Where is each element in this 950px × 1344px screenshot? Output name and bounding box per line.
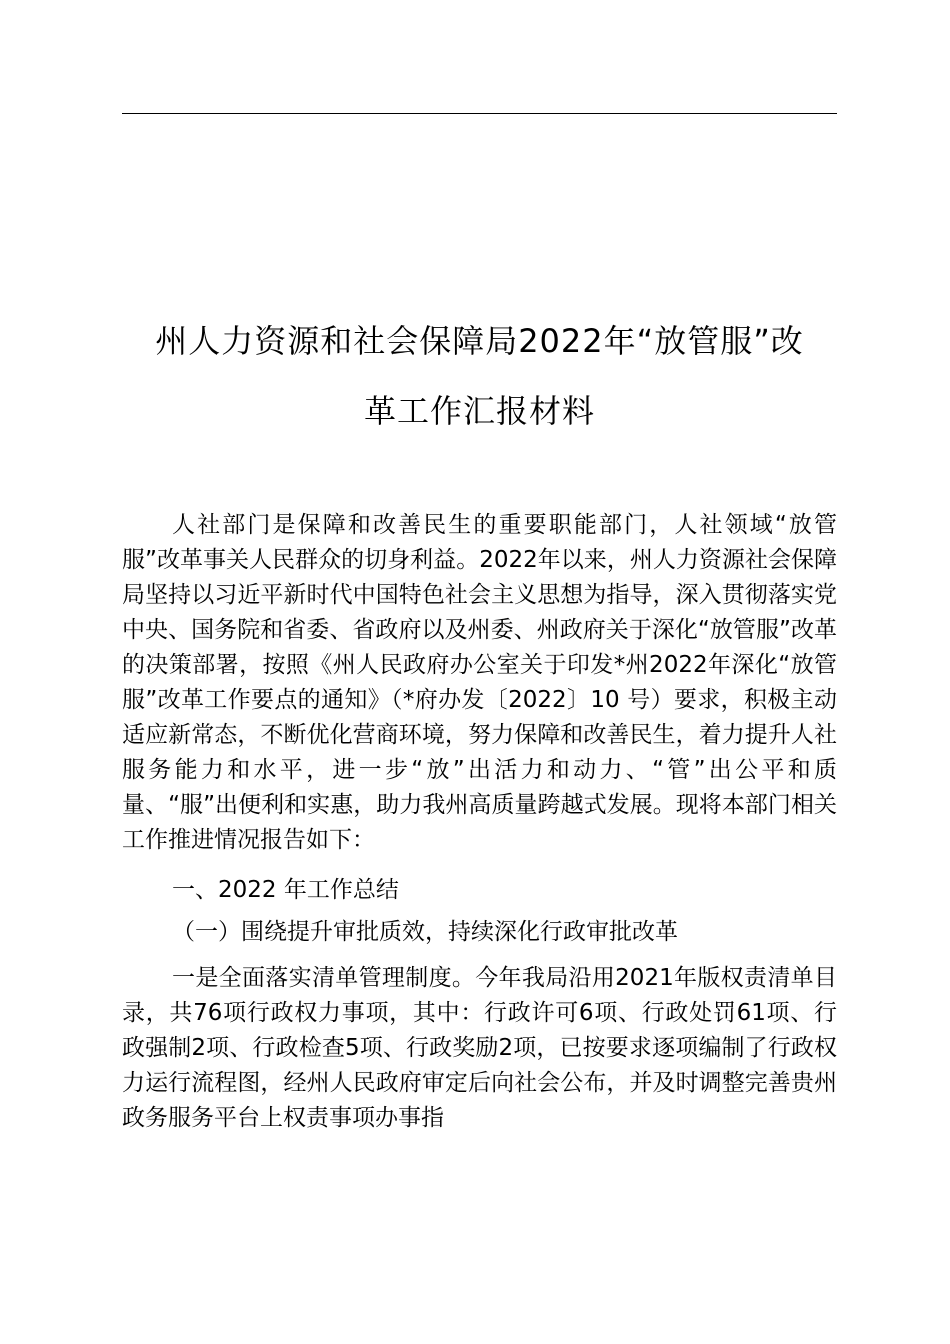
header-rule	[122, 113, 837, 114]
document-body	[122, 508, 837, 1136]
body-paragraph: 一是全面落实清单管理制度。今年我局沿用2021年版权责清单目录，共76项行政权力事项，其中：行政许可6项、行政处罚61项、行政强制2项、行政检查5项、行政奖励2项，已按要求逐项编制了行政权力运行流程图，经州人民政府审定后向社会公布，并及时调整完善贵州政务服务平台上权责事项办事指	[122, 965, 837, 1131]
intro-paragraph: 人社部门是保障和改善民生的重要职能部门，人社领域“放管服”改革事关人民群众的切身利益。2022年以来，州人力资源社会保障局坚持以习近平新时代中国特色社会主义思想为指导，深入贯彻落实党中央、国务院和省委、省政府以及州委、州政府关于深化“放管服”改革的决策部署，按照《州人民政府办公室关于印发*州2022年深化“放管服”改革工作要点的通知》（*府办发〔2022〕10 号）要求，积极主动适应新常态，不断优化营商环境，努力保障和改善民生，着力提升人社服务能力和水平，进一步“放”出活力和动力、“管”出公平和质量、“服”出便利和实惠，助力我州高质量跨越式发展。现将本部门相关工作推进情况报告如下：	[122, 512, 837, 853]
document-title	[122, 306, 837, 446]
title-line-1: 州人力资源和社会保障局2022年“放管服”改	[155, 322, 804, 360]
title-line-2: 革工作汇报材料	[363, 392, 595, 430]
section-heading: 一、2022 年工作总结	[172, 877, 399, 903]
subsection-heading: （一）围绕提升审批质效，持续深化行政审批改革	[172, 919, 678, 945]
